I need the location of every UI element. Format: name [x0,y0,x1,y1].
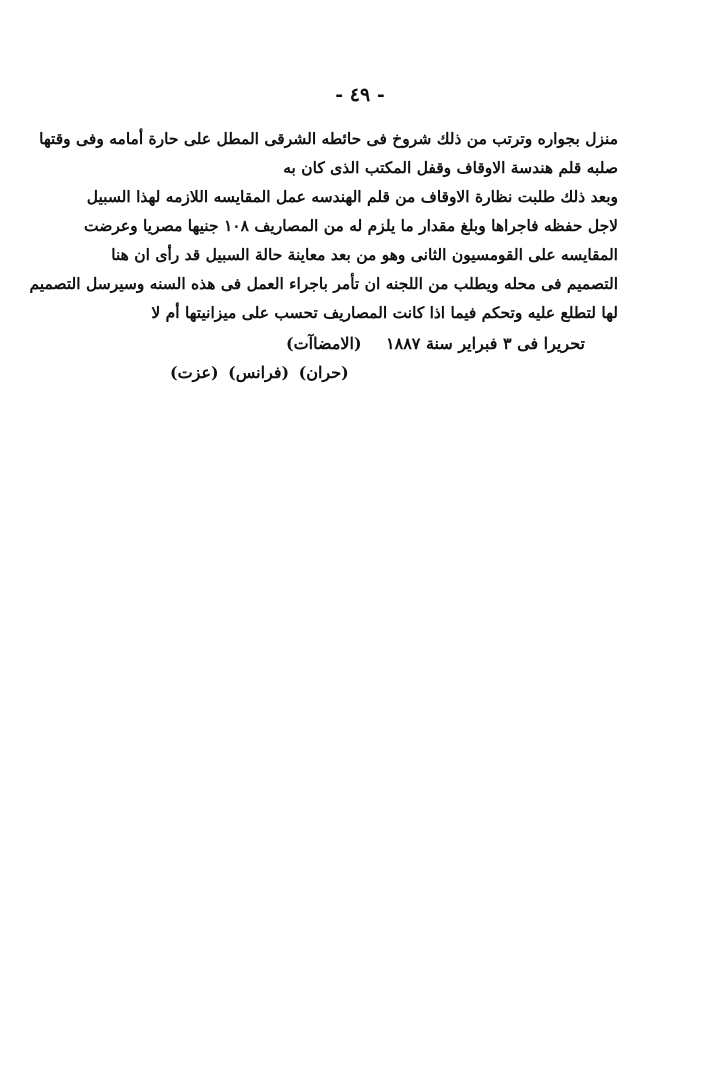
body-text [29,124,618,327]
signature-date: تحريرا فى ٣ فبراير سنة ١٨٨٧ [386,334,585,353]
text-line: وبعد ذلك طلبت نظارة الاوقاف من قلم الهندسه عمل المقايسه اللازمه لهذا السبيل [86,187,618,206]
text-line: لها لتطلع عليه وتحكم فيما اذا كانت المصاريف تحسب على ميزانيتها أم لا [151,303,618,322]
text-line: لاجل حفظه فاجراها وبلغ مقدار ما يلزم له من المصاريف ١٠٨ جنيها مصريا وعرضت [83,216,618,235]
signatures-label: (الامضاآت) [286,334,362,353]
text-line: منزل بجواره وترتب من ذلك شروخ فى حائطه الشرقى المطل على حارة أمامه وفى وقتها [39,129,618,148]
signature-names: (حران) (فرانس) (عزت) [170,363,349,382]
text-line: المقايسه على القومسيون الثانى وهو من بعد معاينة حالة السبيل قد رأى ان هنا [111,245,618,264]
text-line: التصميم فى محله ويطلب من اللجنه ان تأمر باجراء العمل فى هذه السنه وسيرسل التصميم [29,274,618,293]
page-number: - ٤٩ - [335,84,385,106]
text-line: صلبه قلم هندسة الاوقاف وقفل المكتب الذى كان به [283,158,618,177]
